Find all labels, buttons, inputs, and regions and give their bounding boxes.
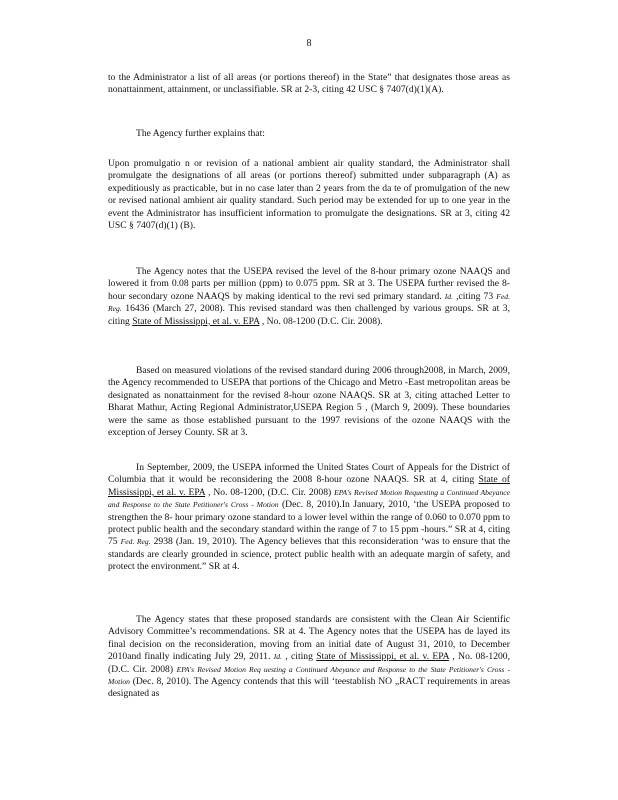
text-run: (Dec. 8, 2010).In January, 2010, ‘the USEPA proposed to strengthen the 8- hour primary ozone standard to a lower level within the range of 0.060 to 0.070 ppm to protect public health and the secondary standard within the range of 7 to 15 ppm -hours.” SR at 4, citing 75 <box>108 499 510 548</box>
italic-citation: Fed. Reg. <box>108 291 510 314</box>
text-run: In September, 2009, the USEPA informed the United States Court of Appeals for the District of Columbia that it would be reconsidering the 2008 8-hour ozone NAAQS. SR at 4, citing <box>108 462 510 486</box>
block-quote-promulgation <box>108 158 510 232</box>
text-run: ,citing 73 <box>453 290 497 302</box>
paragraph-measured-violations <box>108 365 510 439</box>
text-run: Based on measured violations of the revised standard during 2006 through2008, in March, 2009, the Agency recommended to USEPA that portions of the Chicago and Metro -East metropolitan areas be designated as nonattainment for the revised 8-hour ozone NAAQS. SR at 3, citing attached Letter to Bharat Mathur, Acting Regional Administrator,USEPA Region 5 , (March 9, 2009). These boundaries were the same as those established pursuant to the 1997 revisions of the ozone NAAQS with the exception of Jersey County. SR at 3. <box>108 365 510 439</box>
text-run: , No. 08-1200,(D.C. Cir. 2008) <box>108 651 510 675</box>
text-run: to the Administrator a list of all areas (or portions thereof) in the State” that designates those areas as nonattainment, attainment, or unclassifiable. SR at 2-3, citing 42 USC § 7407(d)(1)(A). <box>108 72 510 96</box>
case-citation: State of Mississippi, et al. v. EPA <box>316 651 450 663</box>
italic-citation: Fed. Reg. <box>120 537 151 547</box>
text-run: 2938 (Jan. 19, 2010). The Agency believes that this reconsideration ‘was to ensure that the standards are clearly grounded in science, protect public health with an adequate margin of safety, and protect the environment.” SR at 4. <box>108 536 511 573</box>
paragraph-agency-explains <box>108 128 510 140</box>
text-run: The Agency states that these proposed standards are consistent with the Clean Air Scientific Advisory Committee’s recommendations. SR at 4. The Agency notes that the USEPA has de layed its final decision on the reconsideration, moving from an initial date of August 31, 2010, to December 2010and finally indicating July 29, 2011. <box>108 614 510 663</box>
text-run: , No. 08-1200, (D.C. Cir. 2008) <box>205 486 335 498</box>
text-run: 16436 (March 27, 2008). This revised standard was then challenged by various groups. SR at 3, citing <box>108 303 510 327</box>
italic-citation: EPA's Revised Motion Req uesting a Continued Abeyance and Response to the State Petitioner's Cross -Motion <box>108 664 511 687</box>
text-run: , No. 08-1200 (D.C. Cir. 2008). <box>259 315 383 327</box>
text-run: The Agency further explains that: <box>136 128 265 139</box>
text-run: , citing <box>281 651 317 663</box>
italic-citation: Id. <box>273 652 282 662</box>
paragraph-designations-continued <box>108 72 510 97</box>
text-run: The Agency notes that the USEPA revised the level of the 8-hour primary ozone NAAQS and lowered it from 0.08 parts per million (ppm) to 0.075 ppm. SR at 3. The USEPA further revised the 8-hour secondary ozone NAAQS by making identical to the revi sed primary standard. <box>108 266 510 302</box>
case-citation: State of Mississippi, et al. v. EPA <box>132 315 260 327</box>
text-run: (Dec. 8, 2010). The Agency contends that this will ‘teestablish NO „RACT requirements in areas designated as <box>108 676 510 700</box>
paragraph-usepa-revised-level <box>108 266 510 328</box>
page-number: 8 <box>306 38 312 49</box>
paragraph-usepa-reconsidering <box>108 462 510 574</box>
italic-citation: EPA's Revised Motion Requesting a Continued Abeyance and Response to the State Petitioner's Cross - Motion <box>108 487 510 510</box>
paragraph-proposed-standards <box>108 614 510 701</box>
case-citation: State of Mississippi, et al. v. EPA <box>108 474 511 498</box>
italic-citation: Id. <box>444 291 454 301</box>
text-run: Upon promulgatio n or revision of a national ambient air quality standard, the Administrator shall promulgate the designations of all areas (or portions thereof) submitted under subparagraph (A) as expeditiously as practicable, but in no case later than 2 years from the da te of promulgation of the new or revised national ambient air quality standard. Such period may be extended for up to one year in the event the Administrator has insufficient information to promulgate the designations. SR at 3, citing 42 USC § 7407(d)(1) (B). <box>108 158 510 232</box>
